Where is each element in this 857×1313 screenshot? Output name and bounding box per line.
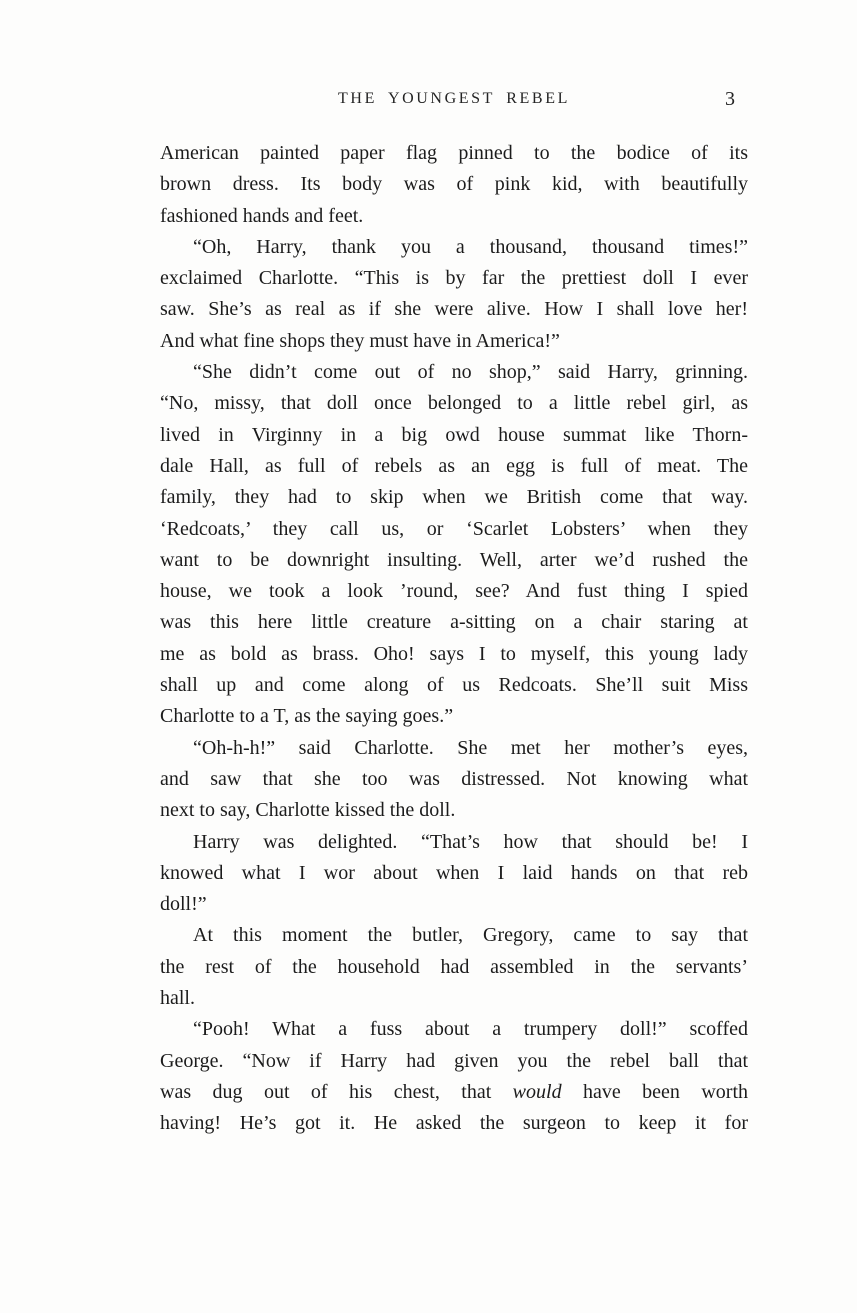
text-line: doll!” — [160, 893, 207, 916]
text-line: was dug out of his chest, that would have been worth — [160, 1080, 748, 1103]
text-line: want to be downright insulting. Well, arter we’d rushed the — [160, 548, 748, 571]
paragraph — [160, 232, 748, 357]
page-number: 3 — [725, 88, 735, 110]
text-line: George. “Now if Harry had given you the rebel ball that — [160, 1049, 748, 1072]
text-line: having! He’s got it. He asked the surgeon to keep it for — [160, 1112, 748, 1135]
text-line: fashioned hands and feet. — [160, 204, 364, 227]
text-line: knowed what I wor about when I laid hands on that reb — [160, 861, 748, 884]
running-header — [160, 90, 748, 114]
text-line: me as bold as brass. Oho! says I to myself, this young lady — [160, 642, 748, 665]
italic-text: would — [512, 1080, 562, 1103]
text-line: the rest of the household had assembled in the servants’ — [160, 955, 748, 978]
text-line: ‘Redcoats,’ they call us, or ‘Scarlet Lobsters’ when they — [160, 517, 748, 540]
text-line: And what fine shops they must have in America!” — [160, 329, 560, 352]
text-line: next to say, Charlotte kissed the doll. — [160, 799, 456, 822]
paragraph — [160, 138, 748, 232]
text-line: At this moment the butler, Gregory, came to say that — [193, 924, 748, 947]
text-line: hall. — [160, 987, 195, 1010]
text-block — [160, 138, 748, 1140]
text-line: was this here little creature a-sitting on a chair staring at — [160, 611, 748, 634]
text-line: lived in Virginny in a big owd house summat like Thorn- — [160, 423, 748, 446]
text-line: brown dress. Its body was of pink kid, with beautifully — [160, 173, 748, 196]
paragraph — [160, 357, 748, 733]
text-line: “No, missy, that doll once belonged to a little rebel girl, as — [160, 392, 748, 415]
text-line: house, we took a look ’round, see? And fust thing I spied — [160, 580, 748, 603]
text-line: shall up and come along of us Redcoats. She’ll suit Miss — [160, 674, 748, 697]
paragraph — [160, 920, 748, 1014]
text-line: “She didn’t come out of no shop,” said Harry, grinning. — [193, 361, 748, 384]
text-line: saw. She’s as real as if she were alive. How I shall love her! — [160, 298, 748, 321]
text-line: American painted paper flag pinned to the bodice of its — [160, 142, 748, 164]
paragraph — [160, 733, 748, 827]
text-line: Charlotte to a T, as the saying goes.” — [160, 705, 454, 728]
running-header-title: THE YOUNGEST REBEL — [338, 90, 570, 107]
paragraph — [160, 827, 748, 921]
text-line: “Oh-h-h!” said Charlotte. She met her mother’s eyes, — [193, 736, 748, 759]
text-line: “Oh, Harry, thank you a thousand, thousand times!” — [193, 235, 748, 258]
text-line: “Pooh! What a fuss about a trumpery doll!” scoffed — [193, 1018, 748, 1041]
text-line: and saw that she too was distressed. Not knowing what — [160, 767, 748, 790]
text-line: dale Hall, as full of rebels as an egg is full of meat. The — [160, 454, 748, 477]
text-line: Harry was delighted. “That’s how that should be! I — [193, 830, 748, 853]
paragraph — [160, 1014, 748, 1139]
text-line: exclaimed Charlotte. “This is by far the prettiest doll I ever — [160, 267, 748, 290]
text-line: family, they had to skip when we British come that way. — [160, 486, 748, 509]
